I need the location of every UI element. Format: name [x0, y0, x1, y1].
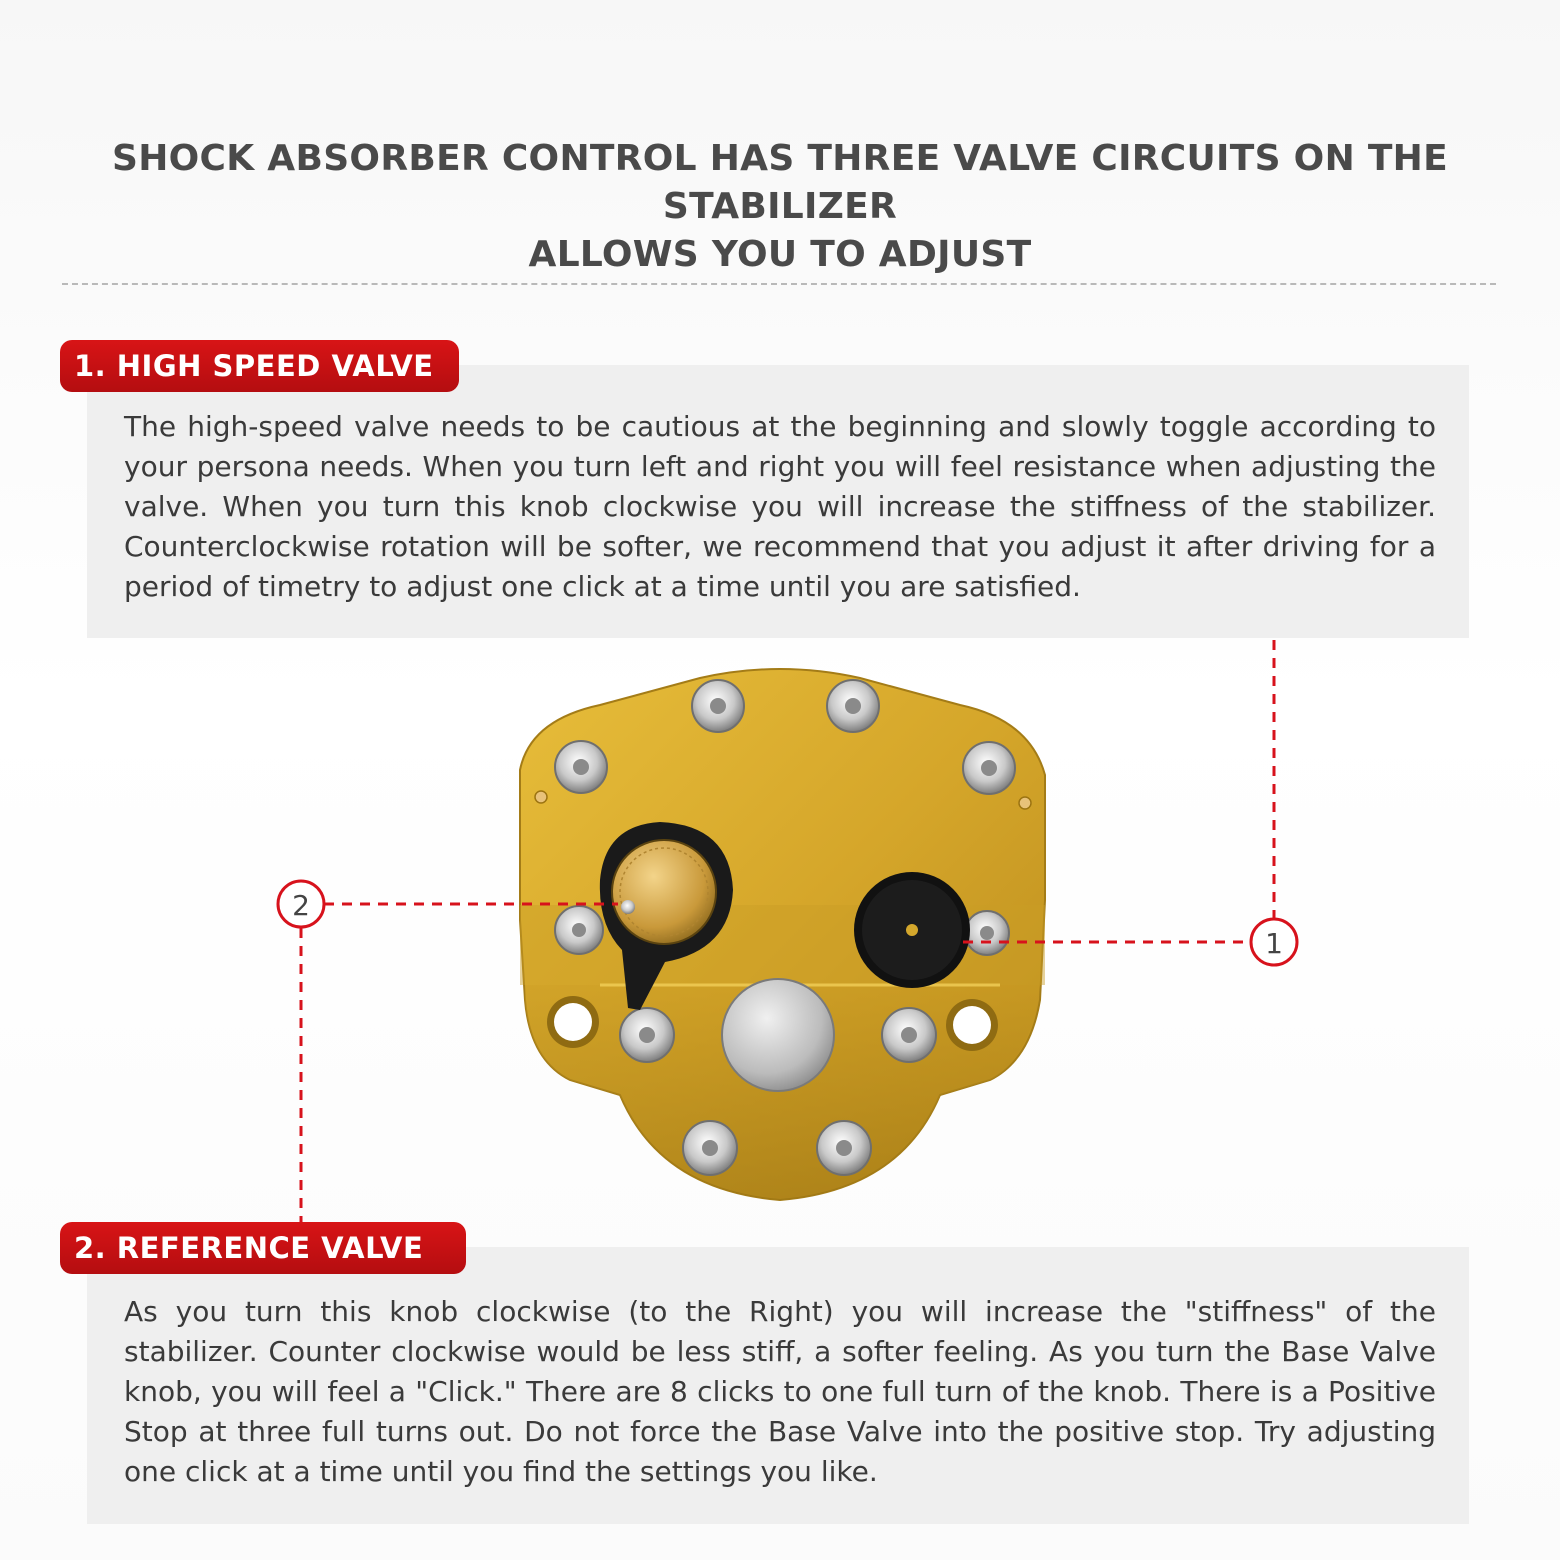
center-cap-icon	[722, 979, 834, 1091]
title-line-2: ALLOWS YOU TO ADJUST	[528, 234, 1032, 275]
pin-icon	[1019, 797, 1031, 809]
bolt-icon	[620, 1008, 674, 1062]
high-speed-valve-knob-icon	[854, 872, 970, 988]
reference-valve-description: As you turn this knob clockwise (to the Right) you will increase the "stiffness" of the stabilizer. Counter clockwise would be less stiff, a softer feeling. As you turn the Base Valve knob, you will feel a "Click." There are 8 clicks to one full turn of the knob. There is a Positive Stop at three full turns out. Do not force the Base Valve into the positive stop. Try adjusting one click at a time until you find the settings you like.	[124, 1295, 1436, 1488]
bolt-icon	[827, 680, 879, 732]
bolt-icon	[555, 741, 607, 793]
title-line-1: SHOCK ABSORBER CONTROL HAS THREE VALVE CIRCUITS ON THE STABILIZER	[111, 138, 1449, 227]
mounting-hole-icon	[547, 996, 599, 1048]
bolt-icon	[555, 906, 603, 954]
bolt-icon	[683, 1121, 737, 1175]
bolt-icon	[882, 1008, 936, 1062]
bolt-icon	[692, 680, 744, 732]
bolt-icon	[963, 742, 1015, 794]
pin-icon	[535, 791, 547, 803]
bolt-icon	[965, 911, 1009, 955]
callout-number-1: 1	[1265, 927, 1283, 960]
high-speed-valve-description: The high-speed valve needs to be cautious at the beginning and slowly toggle according to your persona needs. When you turn left and right you will feel resistance when adjusting the valve. When you turn this knob clockwise you will increase the stiffness of the stabilizer. Counterclockwise rotation will be softer, we recommend that you adjust it after driving for a period of timetry to adjust one click at a time until you are satisfied.	[124, 410, 1436, 603]
bolt-icon	[817, 1121, 871, 1175]
callout-number-2: 2	[292, 889, 310, 922]
high-speed-valve-badge: 1. HIGH SPEED VALVE	[60, 340, 459, 392]
reference-valve-badge: 2. REFERENCE VALVE	[60, 1222, 466, 1274]
mounting-hole-icon	[946, 999, 998, 1051]
